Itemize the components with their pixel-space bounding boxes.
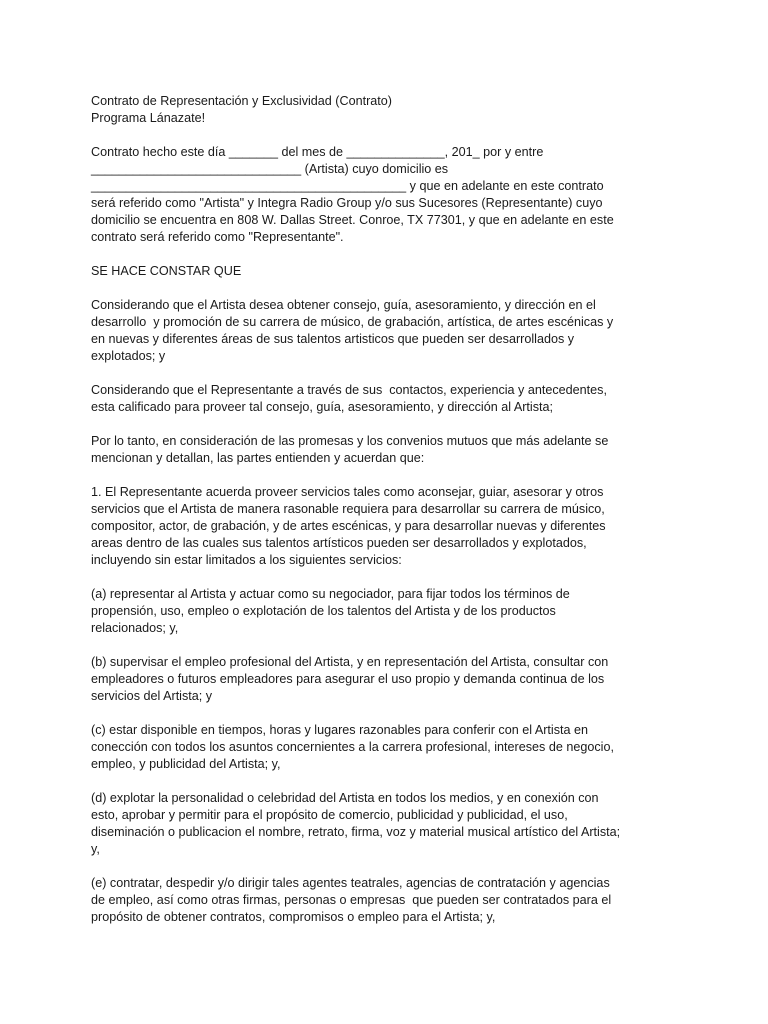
paragraph-line: Considerando que el Representante a través de sus contactos, experiencia y antecedentes, [91, 383, 607, 397]
paragraph-line: (a) representar al Artista y actuar como su negociador, para fijar todos los términos de [91, 587, 570, 601]
paragraph-line: servicios del Artista; y [91, 689, 213, 703]
clause-1e-paragraph [91, 875, 691, 926]
clause-1a-paragraph [91, 586, 691, 637]
paragraph-line: Contrato hecho este día _______ del mes de ______________, 201_ por y entre [91, 145, 544, 159]
paragraph-line: domicilio se encuentra en 808 W. Dallas Street. Conroe, TX 77301, y que en adelante en este [91, 213, 614, 227]
paragraph-line: ______________________________ (Artista) cuyo domicilio es [91, 162, 449, 176]
paragraph-line: compositor, actor, de grabación, y de artes escénicas, y para desarrollar nuevas y diferentes [91, 519, 606, 533]
paragraph-line: mencionan y detallan, las partes entienden y acuerdan que: [91, 451, 425, 465]
paragraph-line: esto, aprobar y permitir para el propósito de comercio, publicidad y publicidad, el uso, [91, 808, 568, 822]
paragraph-line: será referido como "Artista" y Integra Radio Group y/o sus Sucesores (Representante) cuyo [91, 196, 603, 210]
paragraph-line: empleo, y publicidad del Artista; y, [91, 757, 281, 771]
paragraph-line: _____________________________________________ y que en adelante en este contrato [91, 179, 604, 193]
paragraph-line: y, [91, 842, 100, 856]
agreement-intro-paragraph [91, 433, 691, 467]
contract-parties-paragraph [91, 144, 691, 246]
document-title: Contrato de Representación y Exclusividad (Contrato) [91, 94, 393, 108]
paragraph-line: areas dentro de las cuales sus talentos artísticos pueden ser desarrollados y explotados, [91, 536, 587, 550]
recitals-heading [91, 263, 691, 280]
paragraph-line: desarrollo y promoción de su carrera de músico, de grabación, artística, de artes escénicas y [91, 315, 614, 329]
paragraph-line: contrato será referido como "Representante". [91, 230, 344, 244]
paragraph-line: de empleo, así como otras firmas, personas o empresas que pueden ser contratados para el [91, 893, 612, 907]
paragraph-line: incluyendo sin estar limitados a los siguientes servicios: [91, 553, 402, 567]
paragraph-line: relacionados; y, [91, 621, 179, 635]
clause-1d-paragraph [91, 790, 691, 858]
paragraph-line: 1. El Representante acuerda proveer servicios tales como aconsejar, guiar, asesorar y otros [91, 485, 604, 499]
paragraph-line: Por lo tanto, en consideración de las promesas y los convenios mutuos que más adelante se [91, 434, 609, 448]
paragraph-line: (b) supervisar el empleo profesional del Artista, y en representación del Artista, consultar con [91, 655, 609, 669]
recital-artist-paragraph [91, 297, 691, 365]
document-body [91, 93, 691, 943]
paragraph-line: (d) explotar la personalidad o celebridad del Artista en todos los medios, y en conexión con [91, 791, 599, 805]
paragraph-line: diseminación o publicacion el nombre, retrato, firma, voz y material musical artístico del Artista; [91, 825, 621, 839]
clause-1-paragraph [91, 484, 691, 569]
paragraph-line: Considerando que el Artista desea obtener consejo, guía, asesoramiento, y dirección en el [91, 298, 596, 312]
paragraph-line: explotados; y [91, 349, 166, 363]
section-heading: SE HACE CONSTAR QUE [91, 264, 242, 278]
paragraph-line: empleadores o futuros empleadores para asegurar el uso propio y demanda continua de los [91, 672, 605, 686]
clause-1c-paragraph [91, 722, 691, 773]
paragraph-line: (c) estar disponible en tiempos, horas y lugares razonables para conferir con el Artista en [91, 723, 589, 737]
paragraph-line: conección con todos los asuntos concernientes a la carrera profesional, intereses de negocio, [91, 740, 614, 754]
document-title-block [91, 93, 691, 127]
document-subtitle: Programa Lánazate! [91, 111, 206, 125]
paragraph-line: servicios que el Artista de manera rasonable requiera para desarrollar su carrera de músico, [91, 502, 605, 516]
paragraph-line: en nuevas y diferentes áreas de sus talentos artisticos que pueden ser desarrollados y [91, 332, 575, 346]
clause-1b-paragraph [91, 654, 691, 705]
paragraph-line: (e) contratar, despedir y/o dirigir tales agentes teatrales, agencias de contratación y agencias [91, 876, 610, 890]
paragraph-line: esta calificado para proveer tal consejo, guía, asesoramiento, y dirección al Artista; [91, 400, 554, 414]
paragraph-line: propósito de obtener contratos, compromisos o empleo para el Artista; y, [91, 910, 496, 924]
recital-representative-paragraph [91, 382, 691, 416]
paragraph-line: propensión, uso, empleo o explotación de los talentos del Artista y de los productos [91, 604, 556, 618]
